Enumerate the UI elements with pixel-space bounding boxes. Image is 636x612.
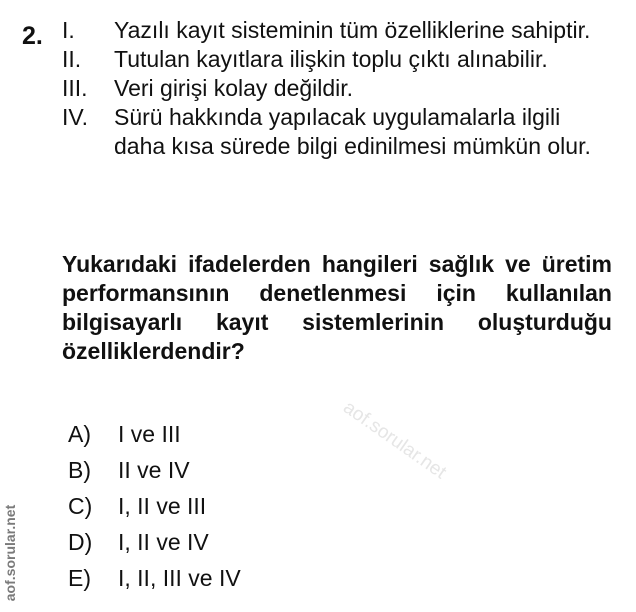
statement-item [62, 74, 612, 103]
answer-option-d[interactable] [68, 524, 241, 560]
statement-numeral: IV. [62, 104, 89, 130]
option-text: I, II ve IV [118, 529, 209, 555]
answer-options [68, 416, 241, 596]
statement-numeral: III. [62, 75, 88, 101]
option-letter: C) [68, 493, 93, 519]
option-text: I, II ve III [118, 493, 207, 519]
option-text: II ve IV [118, 457, 190, 483]
statement-item [62, 16, 612, 45]
option-text: I, II, III ve IV [118, 565, 241, 591]
question-prompt: Yukarıdaki ifadelerden hangileri sağlık ve üretim performansının denetlenmesi için kullanılan bilgisayarlı kayıt sistemlerinin oluşturduğu özelliklerdendir? [62, 251, 612, 364]
option-text: I ve III [118, 421, 181, 447]
watermark-diagonal: aof.sorular.net [339, 396, 450, 484]
answer-option-c[interactable] [68, 488, 241, 524]
statement-text: Veri girişi kolay değildir. [114, 75, 354, 101]
answer-option-b[interactable] [68, 452, 241, 488]
statement-text: Sürü hakkında yapılacak uygulamalarla ilgili daha kısa sürede bilgi edinilmesi mümkün olur. [114, 104, 591, 159]
statement-numeral: I. [62, 17, 75, 43]
statement-item [62, 45, 612, 74]
option-letter: A) [68, 421, 91, 447]
option-letter: D) [68, 529, 93, 555]
statement-list [62, 16, 612, 161]
statement-text: Tutulan kayıtlara ilişkin toplu çıktı alınabilir. [114, 46, 548, 72]
watermark-side: aof.sorular.net [2, 504, 19, 602]
statement-numeral: II. [62, 46, 82, 72]
question-number: 2. [22, 22, 43, 50]
answer-option-a[interactable] [68, 416, 241, 452]
answer-option-e[interactable] [68, 560, 241, 596]
option-letter: E) [68, 565, 91, 591]
statement-item [62, 103, 612, 161]
option-letter: B) [68, 457, 91, 483]
statement-text: Yazılı kayıt sisteminin tüm özelliklerine sahiptir. [114, 17, 591, 43]
